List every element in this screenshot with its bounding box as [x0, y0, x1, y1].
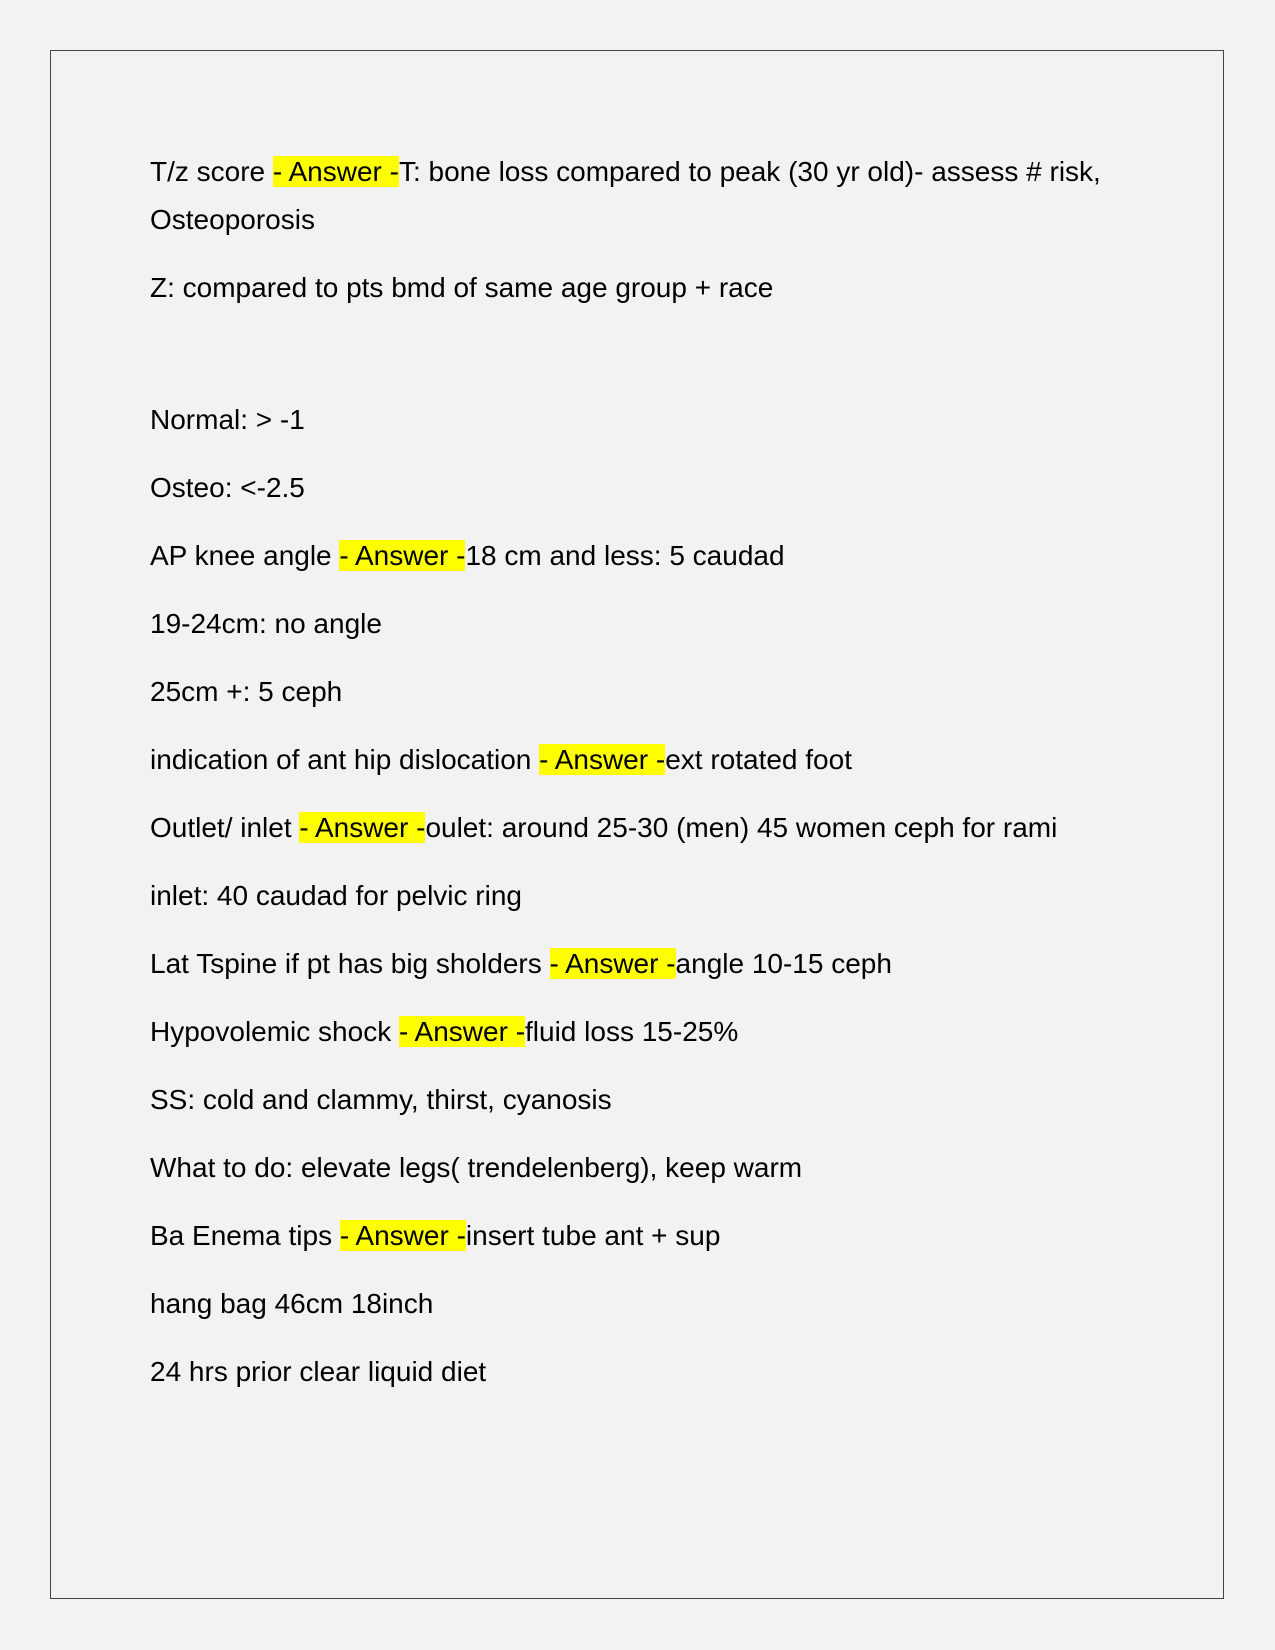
text-line: What to do: elevate legs( trendelenberg), keep warm	[150, 1152, 803, 1183]
flashcard-t-z-score	[150, 148, 1110, 244]
text-line: Osteo: <-2.5	[150, 472, 305, 503]
flashcard-lat-tspine	[150, 940, 1110, 988]
flashcard-ap-knee-angle	[150, 532, 1110, 580]
text-line: hang bag 46cm 18inch	[150, 1288, 434, 1319]
answer-text: insert tube ant + sup	[465, 1220, 721, 1251]
text-line: 19-24cm: no angle	[150, 608, 382, 639]
blank-gap	[150, 332, 1110, 396]
question-text: Outlet/ inlet	[150, 812, 300, 843]
answer-text: fluid loss 15-25%	[525, 1016, 739, 1047]
text-line: 24 hrs prior clear liquid diet	[150, 1356, 487, 1387]
answer-marker: - Answer -	[339, 540, 466, 571]
question-text: Ba Enema tips	[150, 1220, 340, 1251]
answer-marker: - Answer -	[299, 812, 426, 843]
answer-marker: - Answer -	[339, 1220, 466, 1251]
text-line: SS: cold and clammy, thirst, cyanosis	[150, 1084, 612, 1115]
text-line: Normal: > -1	[150, 404, 305, 435]
answer-marker: - Answer -	[398, 1016, 526, 1047]
document-content	[150, 148, 1110, 1416]
answer-text: angle 10-15 ceph	[675, 948, 892, 979]
flashcard-hypovolemic-shock	[150, 1008, 1110, 1056]
answer-marker: - Answer -	[539, 744, 666, 775]
flashcard-ba-enema	[150, 1212, 1110, 1260]
answer-text: ext rotated foot	[665, 744, 852, 775]
question-text: indication of ant hip dislocation	[150, 744, 540, 775]
question-text: T/z score	[150, 156, 273, 187]
flashcard-hip-dislocation	[150, 736, 1110, 784]
question-text: AP knee angle	[150, 540, 340, 571]
flashcard-outlet-inlet	[150, 804, 1110, 852]
answer-marker: - Answer -	[272, 156, 399, 187]
answer-text: 18 cm and less: 5 caudad	[465, 540, 785, 571]
answer-text: oulet: around 25-30 (men) 45 women ceph for rami	[425, 812, 1058, 843]
answer-text: T: bone loss compared to peak (30 yr old)- assess # risk, Osteoporosis	[150, 156, 1101, 235]
text-line: Z: compared to pts bmd of same age group + race	[150, 272, 774, 303]
text-line: 25cm +: 5 ceph	[150, 676, 343, 707]
question-text: Hypovolemic shock	[150, 1016, 399, 1047]
question-text: Lat Tspine if pt has big sholders	[150, 948, 550, 979]
answer-marker: - Answer -	[549, 948, 676, 979]
text-line: inlet: 40 caudad for pelvic ring	[150, 880, 522, 911]
